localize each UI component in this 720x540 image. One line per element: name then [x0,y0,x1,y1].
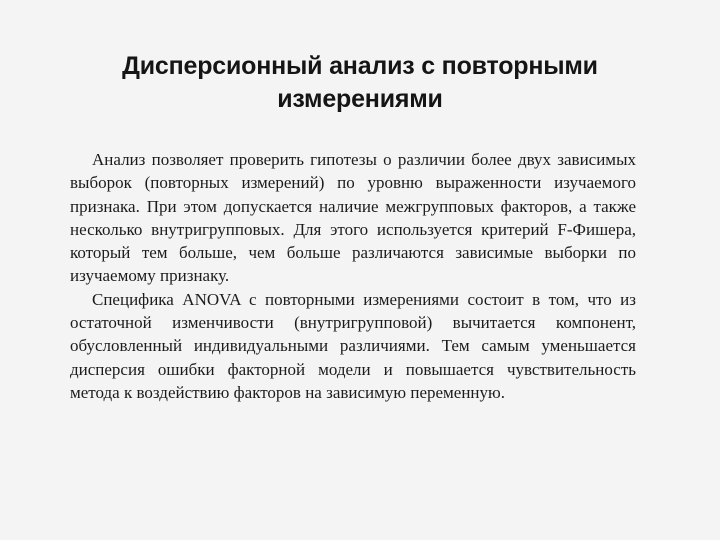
paragraph-anova-specifics: Специфика ANOVA с повторными измерениями состоит в том, что из остаточной изменчивости (внутригрупповой) вычитается компонент, обусловленный индивидуальными различиями. Тем самым уменьшается дисперсия ошибки факторной модели и повышается чувствительность метода к воздействию факторов на зависимую переменную. [70,289,636,402]
slide-title [60,50,660,116]
slide-title-line-2: измерениями [277,85,443,113]
slide-title-line-1: Дисперсионный анализ с повторными [122,52,598,80]
slide-body [70,148,636,404]
paragraph-anova-description: Анализ позволяет проверить гипотезы о различии более двух зависимых выборок (повторных измерений) по уровню выраженности изучаемого признака. При этом допускается наличие межгрупповых факторов, а также несколько внутригрупповых. Для этого используется критерий F-Фишера, который тем больше, чем больше различаются зависимые выборки по изучаемому признаку. [70,150,636,286]
